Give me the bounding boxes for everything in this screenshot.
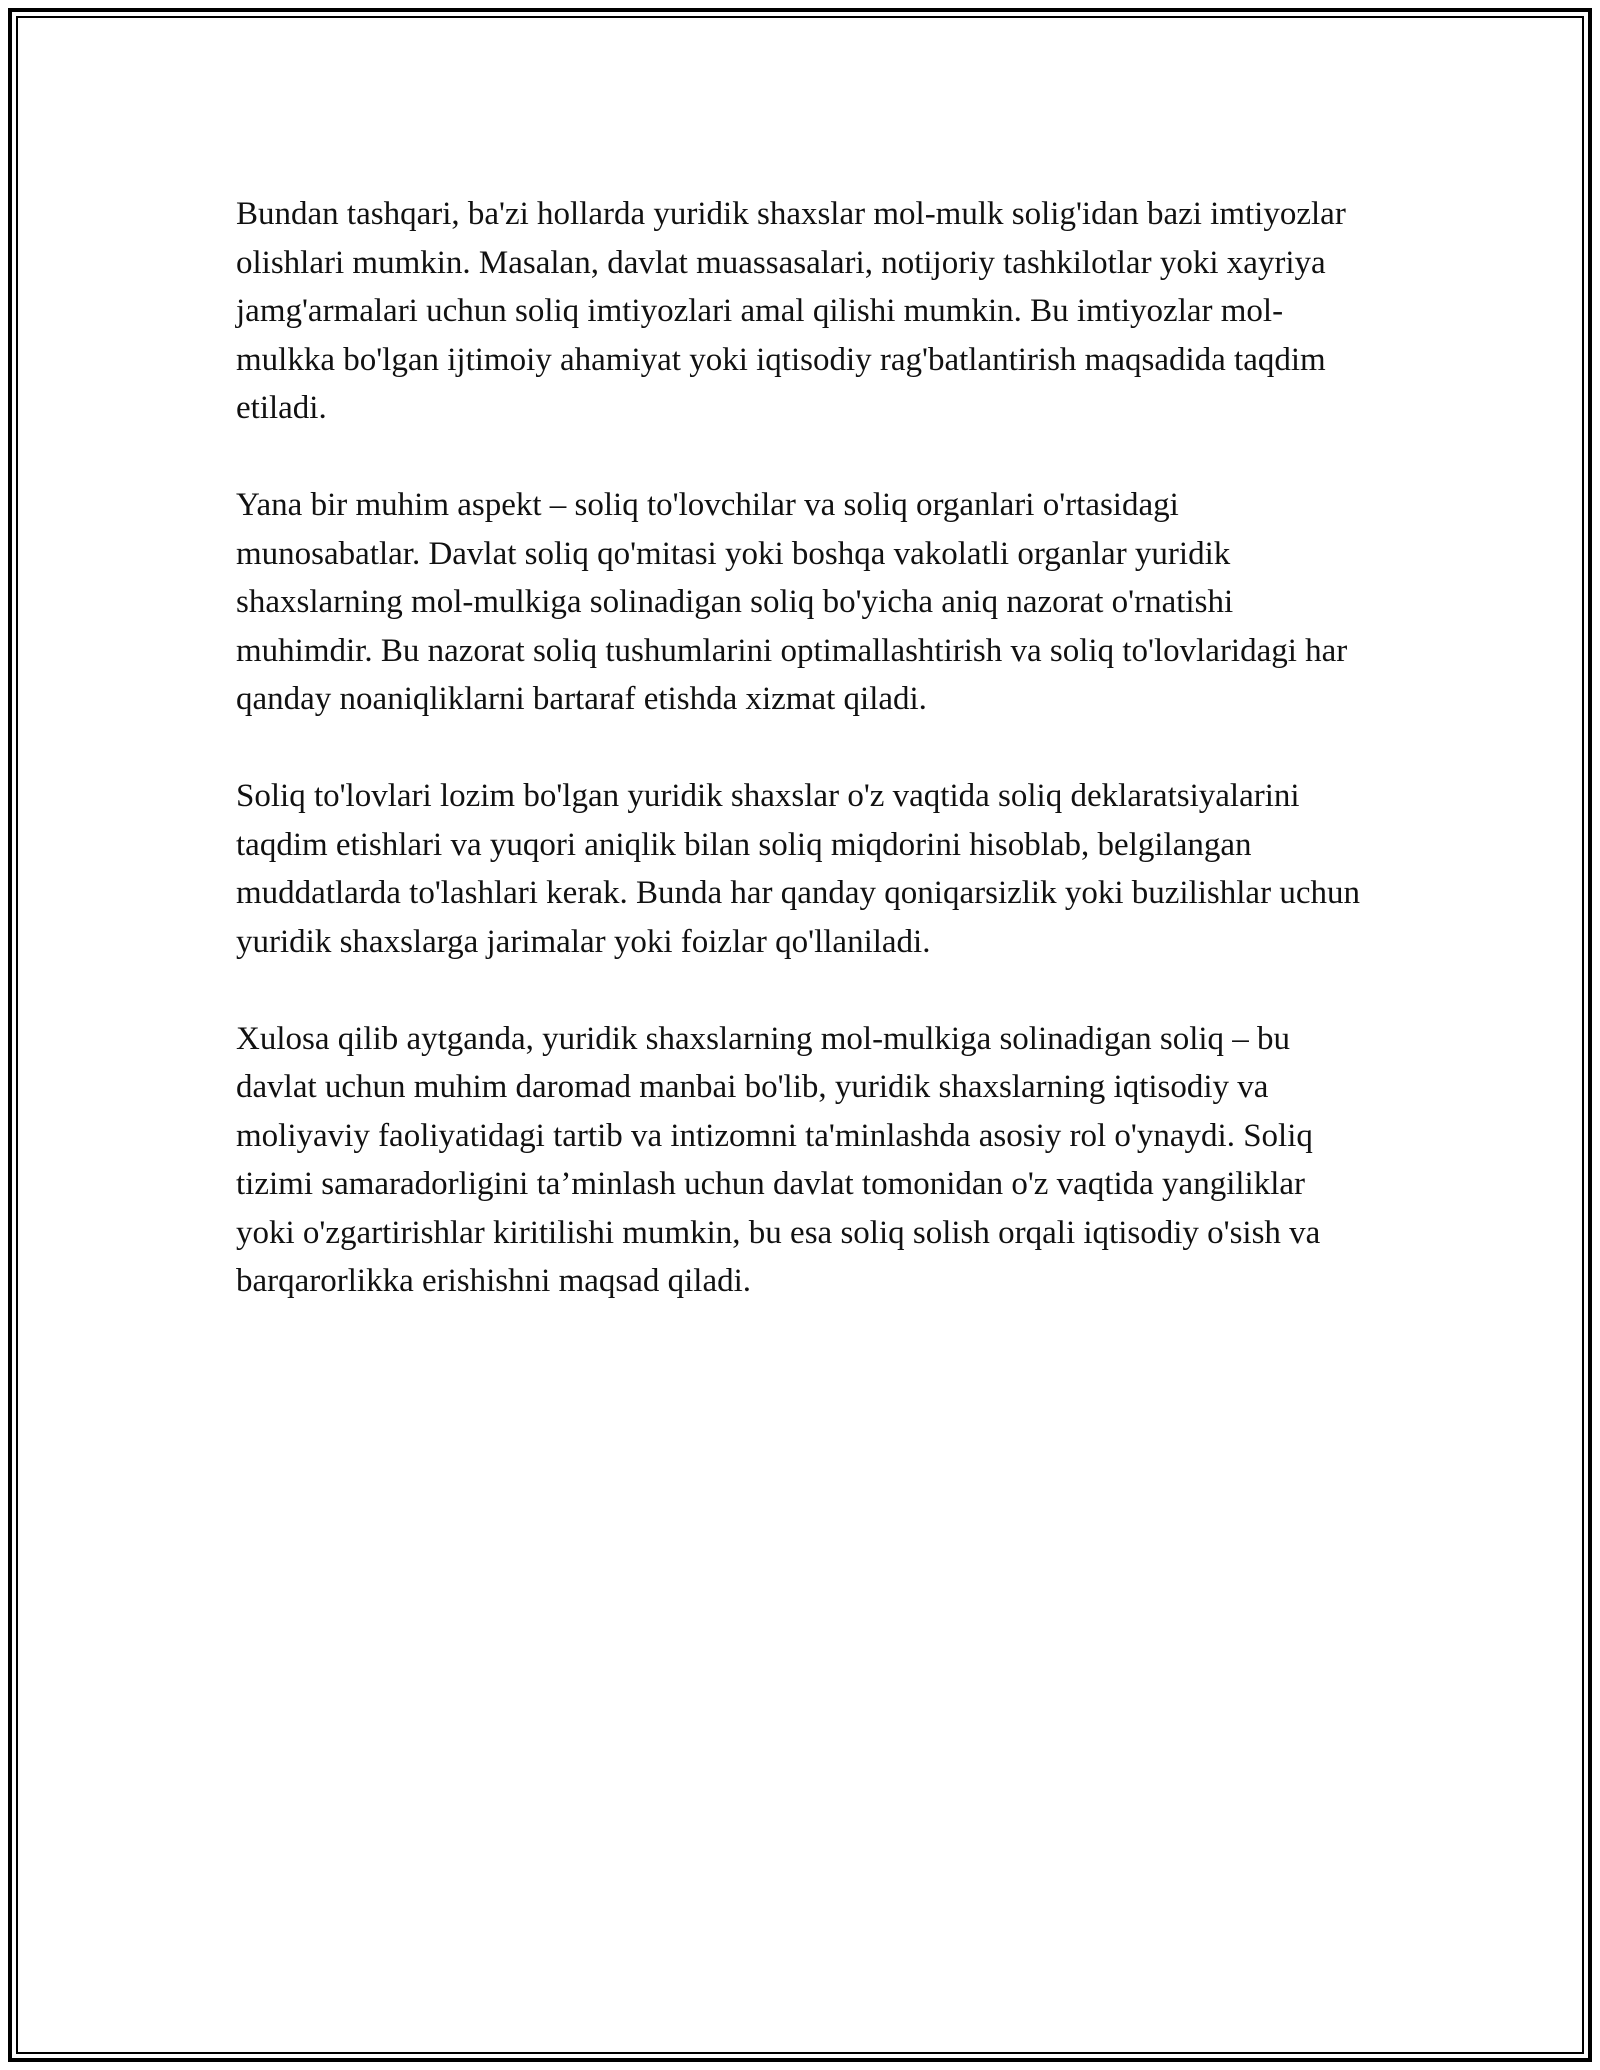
paragraph-2: Yana bir muhim aspekt – soliq to'lovchilar va soliq organlari o'rtasidagi munosabatlar. Davlat soliq qo'mitasi yoki boshqa vakolatli organlar yuridik shaxslarning mol-mulkiga solinadigan soliq bo'yicha aniq nazorat o'rnatishi muhimdir. Bu nazorat soliq tushumlarini optimallashtirish va soliq to'lovlaridagi har qanday noaniqliklarni bartaraf etishda xizmat qiladi.: [236, 487, 1348, 717]
paragraph-4: Xulosa qilib aytganda, yuridik shaxslarning mol-mulkiga solinadigan soliq – bu davlat uchun muhim daromad manbai bo'lib, yuridik shaxslarning iqtisodiy va moliyaviy faoliyatidagi tartib va intizomni ta'minlashda asosiy rol o'ynaydi. Soliq tizimi samaradorligini ta’minlash uchun davlat tomonidan o'z vaqtida yangiliklar yoki o'zgartirishlar kiritilishi mumkin, bu esa soliq solish orqali iqtisodiy o'sish va barqarorlikka erishishni maqsad qiladi.: [236, 1020, 1321, 1299]
paragraph-3: Soliq to'lovlari lozim bo'lgan yuridik shaxslar o'z vaqtida soliq deklaratsiyalarini taqdim etishlari va yuqori aniqlik bilan soliq miqdorini hisoblab, belgilangan muddatlarda to'lashlari kerak. Bunda har qanday qoniqarsizlik yoki buzilishlar uchun yuridik shaxslarga jarimalar yoki foizlar qo'llaniladi.: [236, 778, 1360, 960]
paragraph-1: Bundan tashqari, ba'zi hollarda yuridik shaxslar mol-mulk solig'idan bazi imtiyozlar olishlari mumkin. Masalan, davlat muassasalari, notijoriy tashkilotlar yoki xayriya jamg'armalari uchun soliq imtiyozlari amal qilishi mumkin. Bu imtiyozlar mol-mulkka bo'lgan ijtimoiy ahamiyat yoki iqtisodiy rag'batlantirish maqsadida taqdim etiladi.: [236, 196, 1346, 426]
document-body: [236, 190, 1366, 1354]
